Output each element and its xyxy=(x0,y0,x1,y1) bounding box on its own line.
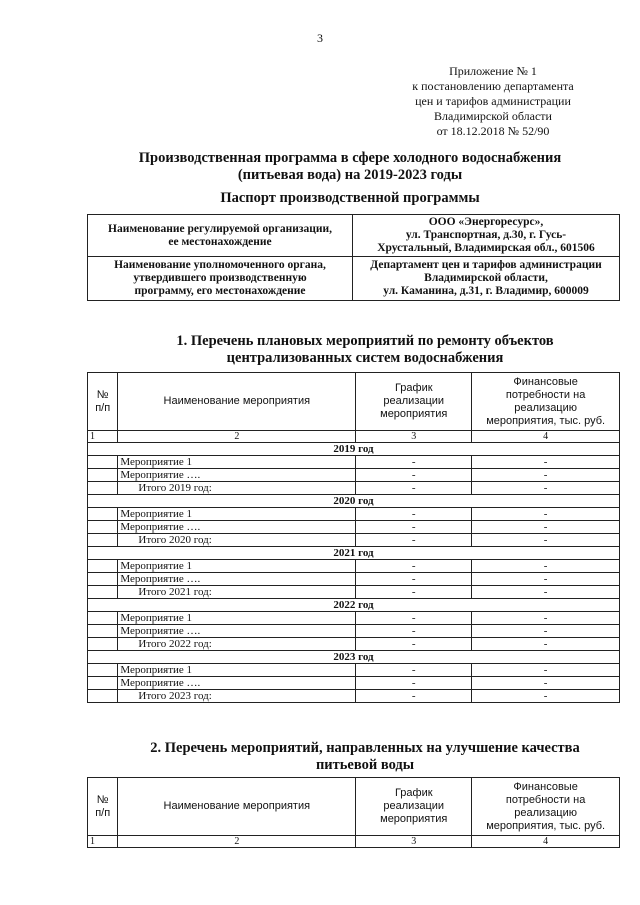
total-row xyxy=(88,690,620,703)
text-line: Финансовые xyxy=(513,780,578,793)
text-line: ее местонахождение xyxy=(168,235,272,248)
row-finance: - xyxy=(472,456,620,469)
text-line: утвердившего производственную xyxy=(133,272,307,284)
row-finance: - xyxy=(472,521,620,534)
text-line: мероприятия xyxy=(380,813,448,825)
passport-table xyxy=(87,214,620,301)
header-num xyxy=(88,373,118,431)
title-line: 1. Перечень плановых мероприятий по ремонту объектов xyxy=(176,333,554,349)
text-line: ООО «Энергоресурс», xyxy=(428,216,544,228)
row-finance: - xyxy=(472,586,620,599)
header-num xyxy=(88,778,118,836)
section1-table xyxy=(87,372,620,703)
passport-title: Паспорт производственной программы xyxy=(220,190,480,206)
column-number-row xyxy=(88,431,620,443)
year-row xyxy=(88,443,620,456)
row-schedule: - xyxy=(356,573,472,586)
table-row xyxy=(88,664,620,677)
row-name: Мероприятие …. xyxy=(118,625,356,638)
row-num xyxy=(88,664,118,677)
year-row xyxy=(88,599,620,612)
row-schedule: - xyxy=(356,560,472,573)
row-num xyxy=(88,482,118,495)
table-row xyxy=(88,508,620,521)
row-num xyxy=(88,625,118,638)
row-schedule: - xyxy=(356,638,472,651)
section2-title xyxy=(80,740,640,774)
row-schedule: - xyxy=(356,521,472,534)
text-line: потребности на xyxy=(505,388,586,401)
total-row xyxy=(88,482,620,495)
table-header-row xyxy=(88,778,620,836)
table-row xyxy=(88,677,620,690)
text-line: программу, его местонахождение xyxy=(134,285,306,297)
appendix-line: к постановлению департамента xyxy=(412,79,574,93)
table-row xyxy=(88,573,620,586)
column-number-row xyxy=(88,836,620,848)
row-name: Итого 2021 год: xyxy=(118,586,356,599)
row-name: Мероприятие …. xyxy=(118,573,356,586)
row-name: Мероприятие 1 xyxy=(118,560,356,573)
appendix-line: от 18.12.2018 № 52/90 xyxy=(436,124,550,138)
title-line: централизованных систем водоснабжения xyxy=(226,350,504,366)
text-line: № xyxy=(96,388,109,401)
header-name: Наименование мероприятия xyxy=(118,373,356,431)
row-finance: - xyxy=(472,469,620,482)
row-name: Итого 2023 год: xyxy=(118,690,356,703)
text-line: График xyxy=(394,787,433,799)
row-schedule: - xyxy=(356,664,472,677)
table-row xyxy=(88,521,620,534)
row-num xyxy=(88,560,118,573)
text-line: реализации xyxy=(383,800,445,812)
section1-title xyxy=(80,333,640,367)
row-schedule: - xyxy=(356,690,472,703)
text-line: потребности на xyxy=(505,793,586,806)
row-schedule: - xyxy=(356,586,472,599)
row-schedule: - xyxy=(356,508,472,521)
column-number: 4 xyxy=(472,431,620,443)
text-line: реализацию xyxy=(514,401,578,414)
title-line: (питьевая вода) на 2019-2023 годы xyxy=(237,167,463,183)
title-line: Производственная программа в сфере холодного водоснабжения xyxy=(138,150,562,166)
passport-label-cell xyxy=(88,215,353,257)
year-label: 2021 год xyxy=(88,547,620,560)
passport-label-cell xyxy=(88,257,353,301)
passport-row xyxy=(88,215,620,257)
appendix-line: Владимирской области xyxy=(434,109,552,123)
table-row xyxy=(88,560,620,573)
row-num xyxy=(88,469,118,482)
row-name: Итого 2020 год: xyxy=(118,534,356,547)
title-line: 2. Перечень мероприятий, направленных на улучшение качества xyxy=(150,740,580,756)
text-line: Владимирской области, xyxy=(424,272,548,284)
text-line: Хрустальный, Владимирская обл., 601506 xyxy=(377,242,595,254)
table-row xyxy=(88,456,620,469)
row-name: Мероприятие …. xyxy=(118,521,356,534)
column-number: 1 xyxy=(88,431,118,443)
year-row xyxy=(88,547,620,560)
row-name: Итого 2019 год: xyxy=(118,482,356,495)
row-name: Мероприятие 1 xyxy=(118,508,356,521)
column-number: 4 xyxy=(472,836,620,848)
row-num xyxy=(88,534,118,547)
header-finance xyxy=(472,778,620,836)
year-label: 2020 год xyxy=(88,495,620,508)
row-schedule: - xyxy=(356,469,472,482)
text-line: Департамент цен и тарифов администрации xyxy=(370,259,602,271)
row-num xyxy=(88,612,118,625)
row-num xyxy=(88,456,118,469)
row-finance: - xyxy=(472,638,620,651)
header-schedule xyxy=(356,778,472,836)
row-finance: - xyxy=(472,508,620,521)
row-finance: - xyxy=(472,612,620,625)
row-finance: - xyxy=(472,573,620,586)
passport-value-cell xyxy=(353,215,620,257)
text-line: реализацию xyxy=(514,806,578,819)
column-number: 2 xyxy=(118,431,356,443)
total-row xyxy=(88,534,620,547)
appendix-line: Приложение № 1 xyxy=(449,64,537,78)
header-name: Наименование мероприятия xyxy=(118,778,356,836)
row-schedule: - xyxy=(356,677,472,690)
column-number: 3 xyxy=(356,836,472,848)
header-finance xyxy=(472,373,620,431)
row-num xyxy=(88,690,118,703)
row-name: Мероприятие 1 xyxy=(118,664,356,677)
column-number: 3 xyxy=(356,431,472,443)
text-line: № xyxy=(96,793,109,806)
column-number: 1 xyxy=(88,836,118,848)
passport-row xyxy=(88,257,620,301)
row-num xyxy=(88,573,118,586)
row-name: Мероприятие …. xyxy=(118,469,356,482)
row-name: Мероприятие 1 xyxy=(118,612,356,625)
table-row xyxy=(88,469,620,482)
row-finance: - xyxy=(472,677,620,690)
text-line: мероприятия, тыс. руб. xyxy=(486,819,606,832)
text-line: ул. Каманина, д.31, г. Владимир, 600009 xyxy=(383,285,589,297)
column-number: 2 xyxy=(118,836,356,848)
table-header-row xyxy=(88,373,620,431)
row-num xyxy=(88,586,118,599)
text-line: реализации xyxy=(383,395,445,407)
row-schedule: - xyxy=(356,625,472,638)
header-schedule xyxy=(356,373,472,431)
row-finance: - xyxy=(472,690,620,703)
row-schedule: - xyxy=(356,482,472,495)
total-row xyxy=(88,586,620,599)
page-number: 3 xyxy=(317,31,323,45)
title-line: питьевой воды xyxy=(315,757,415,773)
row-num xyxy=(88,638,118,651)
text-line: График xyxy=(394,382,433,394)
text-line: мероприятия xyxy=(380,408,448,420)
appendix-block xyxy=(383,64,603,139)
section2-table xyxy=(87,777,620,848)
row-finance: - xyxy=(472,560,620,573)
row-name: Итого 2022 год: xyxy=(118,638,356,651)
passport-value-cell xyxy=(353,257,620,301)
row-schedule: - xyxy=(356,612,472,625)
year-row xyxy=(88,651,620,664)
text-line: мероприятия, тыс. руб. xyxy=(486,414,606,427)
text-line: Наименование регулируемой организации, xyxy=(108,222,332,235)
text-line: п/п xyxy=(95,401,111,414)
text-line: п/п xyxy=(95,806,111,819)
row-finance: - xyxy=(472,482,620,495)
table-row xyxy=(88,625,620,638)
row-finance: - xyxy=(472,664,620,677)
row-finance: - xyxy=(472,625,620,638)
text-line: ул. Транспортная, д.30, г. Гусь- xyxy=(405,229,567,241)
row-schedule: - xyxy=(356,534,472,547)
row-name: Мероприятие 1 xyxy=(118,456,356,469)
row-finance: - xyxy=(472,534,620,547)
text-line: Наименование уполномоченного органа, xyxy=(114,259,326,271)
appendix-line: цен и тарифов администрации xyxy=(415,94,571,108)
table-row xyxy=(88,612,620,625)
year-label: 2022 год xyxy=(88,599,620,612)
year-label: 2023 год xyxy=(88,651,620,664)
row-name: Мероприятие …. xyxy=(118,677,356,690)
row-num xyxy=(88,677,118,690)
row-schedule: - xyxy=(356,456,472,469)
row-num xyxy=(88,521,118,534)
text-line: Финансовые xyxy=(513,375,578,388)
row-num xyxy=(88,508,118,521)
year-row xyxy=(88,495,620,508)
year-label: 2019 год xyxy=(88,443,620,456)
total-row xyxy=(88,638,620,651)
document-title xyxy=(80,150,620,184)
